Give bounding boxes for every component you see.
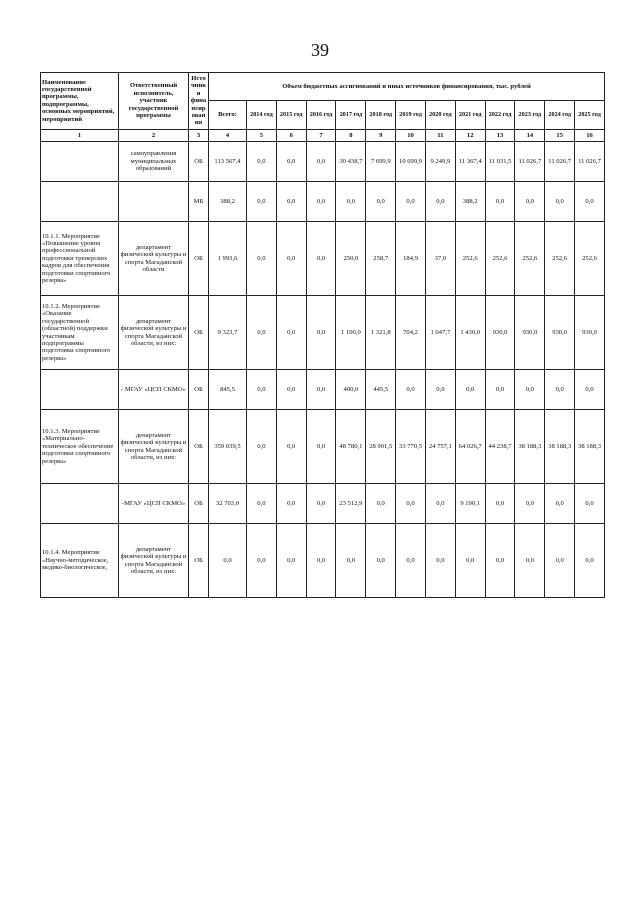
cell-source: ОБ xyxy=(189,484,209,524)
cell-value: 0,0 xyxy=(396,524,426,598)
column-number: 1 xyxy=(41,129,119,141)
cell-value: 9 323,7 xyxy=(209,296,247,370)
column-number: 5 xyxy=(247,129,277,141)
cell-value: 445,5 xyxy=(366,370,396,410)
cell-value: 0,0 xyxy=(306,222,336,296)
cell-value: 0,0 xyxy=(336,182,366,222)
cell-value: 0,0 xyxy=(306,410,336,484)
cell-value: 252,6 xyxy=(515,222,545,296)
header-year: 2020 год xyxy=(425,101,455,129)
column-number: 2 xyxy=(119,129,189,141)
finance-table-sheet xyxy=(40,72,605,862)
column-number: 4 xyxy=(209,129,247,141)
column-number: 6 xyxy=(276,129,306,141)
cell-value: 0,0 xyxy=(306,142,336,182)
cell-value: 0,0 xyxy=(425,484,455,524)
cell-value: 0,0 xyxy=(306,524,336,598)
cell-value: 0,0 xyxy=(396,370,426,410)
cell-name: 10.1.4. Мероприятие «Научно-методическое, медико-биологическое, xyxy=(41,524,119,598)
header-year: 2023 год xyxy=(515,101,545,129)
cell-value: 11 026,7 xyxy=(515,142,545,182)
cell-value: 845,5 xyxy=(209,370,247,410)
cell-value: 184,9 xyxy=(396,222,426,296)
table-row xyxy=(41,296,605,370)
cell-value: 0,0 xyxy=(425,182,455,222)
cell-value: 9 249,9 xyxy=(425,142,455,182)
header-year: 2025 год xyxy=(575,101,605,129)
header-year: 2019 год xyxy=(396,101,426,129)
table-body xyxy=(41,142,605,598)
cell-value: 0,0 xyxy=(276,142,306,182)
header-year: 2022 год xyxy=(485,101,515,129)
header-name: Наименование государственной программы, подпрограммы, основных мероприятий, мероприятий xyxy=(41,73,119,130)
cell-value: 0,0 xyxy=(306,182,336,222)
cell-value: 0,0 xyxy=(396,182,426,222)
header-year: 2018 год xyxy=(366,101,396,129)
cell-value: 1 993,6 xyxy=(209,222,247,296)
cell-value: 359 039,5 xyxy=(209,410,247,484)
cell-value: 930,0 xyxy=(575,296,605,370)
cell-value: 0,0 xyxy=(575,182,605,222)
cell-value: 0,0 xyxy=(545,182,575,222)
cell-value: 388,2 xyxy=(209,182,247,222)
cell-value: 0,0 xyxy=(575,484,605,524)
cell-executor: департамент физической культуры и спорта Магаданской области, из них: xyxy=(119,524,189,598)
cell-value: 11 026,7 xyxy=(545,142,575,182)
column-number: 9 xyxy=(366,129,396,141)
column-number: 15 xyxy=(545,129,575,141)
cell-value: 0,0 xyxy=(455,370,485,410)
cell-value: 0,0 xyxy=(545,370,575,410)
cell-value: 38 188,3 xyxy=(575,410,605,484)
table-row xyxy=(41,484,605,524)
column-number: 12 xyxy=(455,129,485,141)
cell-name xyxy=(41,484,119,524)
column-number: 10 xyxy=(396,129,426,141)
cell-value: 0,0 xyxy=(515,524,545,598)
cell-name: 10.1.2. Мероприятие «Оказание государственной (областной) поддержки участникам подпрограммы подготовки спортивного резерва» xyxy=(41,296,119,370)
cell-value: 0,0 xyxy=(276,484,306,524)
cell-value: 0,0 xyxy=(276,524,306,598)
column-number: 7 xyxy=(306,129,336,141)
cell-source: ОБ xyxy=(189,296,209,370)
cell-value: 0,0 xyxy=(247,524,277,598)
finance-table xyxy=(40,72,605,598)
cell-source: ОБ xyxy=(189,524,209,598)
cell-value: 0,0 xyxy=(455,524,485,598)
header-source: Источники финансирования xyxy=(189,73,209,130)
cell-value: 704,2 xyxy=(396,296,426,370)
cell-value: 11 026,7 xyxy=(575,142,605,182)
column-number: 14 xyxy=(515,129,545,141)
header-executor: Ответственный исполнитель, участник государственной программы xyxy=(119,73,189,130)
cell-value: 33 770,5 xyxy=(396,410,426,484)
header-year: 2021 год xyxy=(455,101,485,129)
cell-value: 28 901,5 xyxy=(366,410,396,484)
cell-value: 0,0 xyxy=(247,370,277,410)
cell-value: 113 567,4 xyxy=(209,142,247,182)
cell-executor: - МГАУ «ЦСП СКМО» xyxy=(119,370,189,410)
cell-executor: департамент физической культуры и спорта Магаданской области, из них: xyxy=(119,410,189,484)
cell-name xyxy=(41,182,119,222)
cell-value: 0,0 xyxy=(306,484,336,524)
cell-value: 30 438,7 xyxy=(336,142,366,182)
column-number-row xyxy=(41,129,605,141)
cell-value: 258,7 xyxy=(366,222,396,296)
cell-value: 250,0 xyxy=(336,222,366,296)
cell-value: 0,0 xyxy=(336,524,366,598)
cell-value: 0,0 xyxy=(247,296,277,370)
cell-source: ОБ xyxy=(189,222,209,296)
cell-value: 0,0 xyxy=(545,484,575,524)
cell-value: 0,0 xyxy=(366,182,396,222)
cell-value: 252,6 xyxy=(485,222,515,296)
cell-value: 0,0 xyxy=(247,142,277,182)
cell-value: 388,2 xyxy=(455,182,485,222)
cell-executor: самоуправления муниципальных образований xyxy=(119,142,189,182)
cell-value: 0,0 xyxy=(306,370,336,410)
cell-value: 0,0 xyxy=(276,296,306,370)
cell-value: 1 100,0 xyxy=(336,296,366,370)
cell-value: 1 047,7 xyxy=(425,296,455,370)
cell-value: 0,0 xyxy=(276,410,306,484)
cell-executor: -МГАУ «ЦСП СКМО» xyxy=(119,484,189,524)
cell-value: 23 512,9 xyxy=(336,484,366,524)
header-year: 2024 год xyxy=(545,101,575,129)
cell-value: 0,0 xyxy=(485,524,515,598)
cell-executor xyxy=(119,182,189,222)
cell-value: 0,0 xyxy=(209,524,247,598)
cell-value: 0,0 xyxy=(247,222,277,296)
cell-value: 0,0 xyxy=(276,222,306,296)
cell-value: 32 703,0 xyxy=(209,484,247,524)
cell-value: 0,0 xyxy=(515,370,545,410)
column-number: 8 xyxy=(336,129,366,141)
cell-value: 400,0 xyxy=(336,370,366,410)
column-number: 11 xyxy=(425,129,455,141)
table-row xyxy=(41,142,605,182)
cell-value: 930,0 xyxy=(545,296,575,370)
cell-value: 0,0 xyxy=(306,296,336,370)
cell-value: 252,6 xyxy=(455,222,485,296)
cell-value: 38 188,3 xyxy=(515,410,545,484)
cell-value: 11 031,5 xyxy=(485,142,515,182)
cell-executor: департамент физической культуры и спорта Магаданской области, из них: xyxy=(119,296,189,370)
table-row xyxy=(41,410,605,484)
cell-value: 252,6 xyxy=(575,222,605,296)
cell-value: 64 026,7 xyxy=(455,410,485,484)
cell-value: 24 757,1 xyxy=(425,410,455,484)
table-row xyxy=(41,222,605,296)
column-number: 13 xyxy=(485,129,515,141)
cell-source: ОБ xyxy=(189,370,209,410)
table-row xyxy=(41,182,605,222)
header-total: Всего: xyxy=(209,101,247,129)
header-year: 2016 год xyxy=(306,101,336,129)
cell-value: 0,0 xyxy=(425,370,455,410)
cell-value: 0,0 xyxy=(366,484,396,524)
cell-value: 930,0 xyxy=(515,296,545,370)
page-number: 39 xyxy=(311,40,329,60)
cell-name: 10.1.3. Мероприятие «Материально-техническое обеспечение подготовки спортивного резерва» xyxy=(41,410,119,484)
cell-value: 48 780,1 xyxy=(336,410,366,484)
cell-value: 44 238,7 xyxy=(485,410,515,484)
cell-value: 930,0 xyxy=(485,296,515,370)
cell-value: 10 699,9 xyxy=(396,142,426,182)
cell-value: 0,0 xyxy=(485,370,515,410)
cell-source: ОБ xyxy=(189,410,209,484)
column-number: 3 xyxy=(189,129,209,141)
cell-value: 0,0 xyxy=(247,484,277,524)
cell-value: 11 367,4 xyxy=(455,142,485,182)
cell-name xyxy=(41,370,119,410)
header-year: 2017 год xyxy=(336,101,366,129)
cell-source: ОБ xyxy=(189,142,209,182)
cell-value: 0,0 xyxy=(247,182,277,222)
cell-value: 38 188,3 xyxy=(545,410,575,484)
cell-value: 0,0 xyxy=(396,484,426,524)
cell-source: МБ xyxy=(189,182,209,222)
cell-value: 0,0 xyxy=(366,524,396,598)
cell-name xyxy=(41,142,119,182)
cell-value: 0,0 xyxy=(515,484,545,524)
header-volume: Объем бюджетных ассигнований и иных источников финансирования, тыс. рублей xyxy=(209,73,605,101)
header-year: 2014 год xyxy=(247,101,277,129)
cell-executor: департамент физической культуры и спорта Магаданской области xyxy=(119,222,189,296)
cell-value: 0,0 xyxy=(485,484,515,524)
cell-value: 0,0 xyxy=(485,182,515,222)
cell-value: 252,6 xyxy=(545,222,575,296)
cell-value: 0,0 xyxy=(276,370,306,410)
cell-value: 9 190,1 xyxy=(455,484,485,524)
cell-value: 0,0 xyxy=(575,370,605,410)
cell-value: 0,0 xyxy=(545,524,575,598)
cell-value: 7 699,9 xyxy=(366,142,396,182)
cell-value: 0,0 xyxy=(425,524,455,598)
cell-value: 0,0 xyxy=(276,182,306,222)
table-row xyxy=(41,524,605,598)
table-row xyxy=(41,370,605,410)
header-year: 2015 год xyxy=(276,101,306,129)
cell-value: 1 430,0 xyxy=(455,296,485,370)
cell-value: 37,0 xyxy=(425,222,455,296)
cell-value: 0,0 xyxy=(247,410,277,484)
cell-value: 1 321,8 xyxy=(366,296,396,370)
cell-value: 0,0 xyxy=(575,524,605,598)
column-number: 16 xyxy=(575,129,605,141)
cell-value: 0,0 xyxy=(515,182,545,222)
cell-name: 10.1.1. Мероприятие «Повышение уровня профессиональной подготовки тренерских кадров для обеспечения подготовки спортивного резерва» xyxy=(41,222,119,296)
